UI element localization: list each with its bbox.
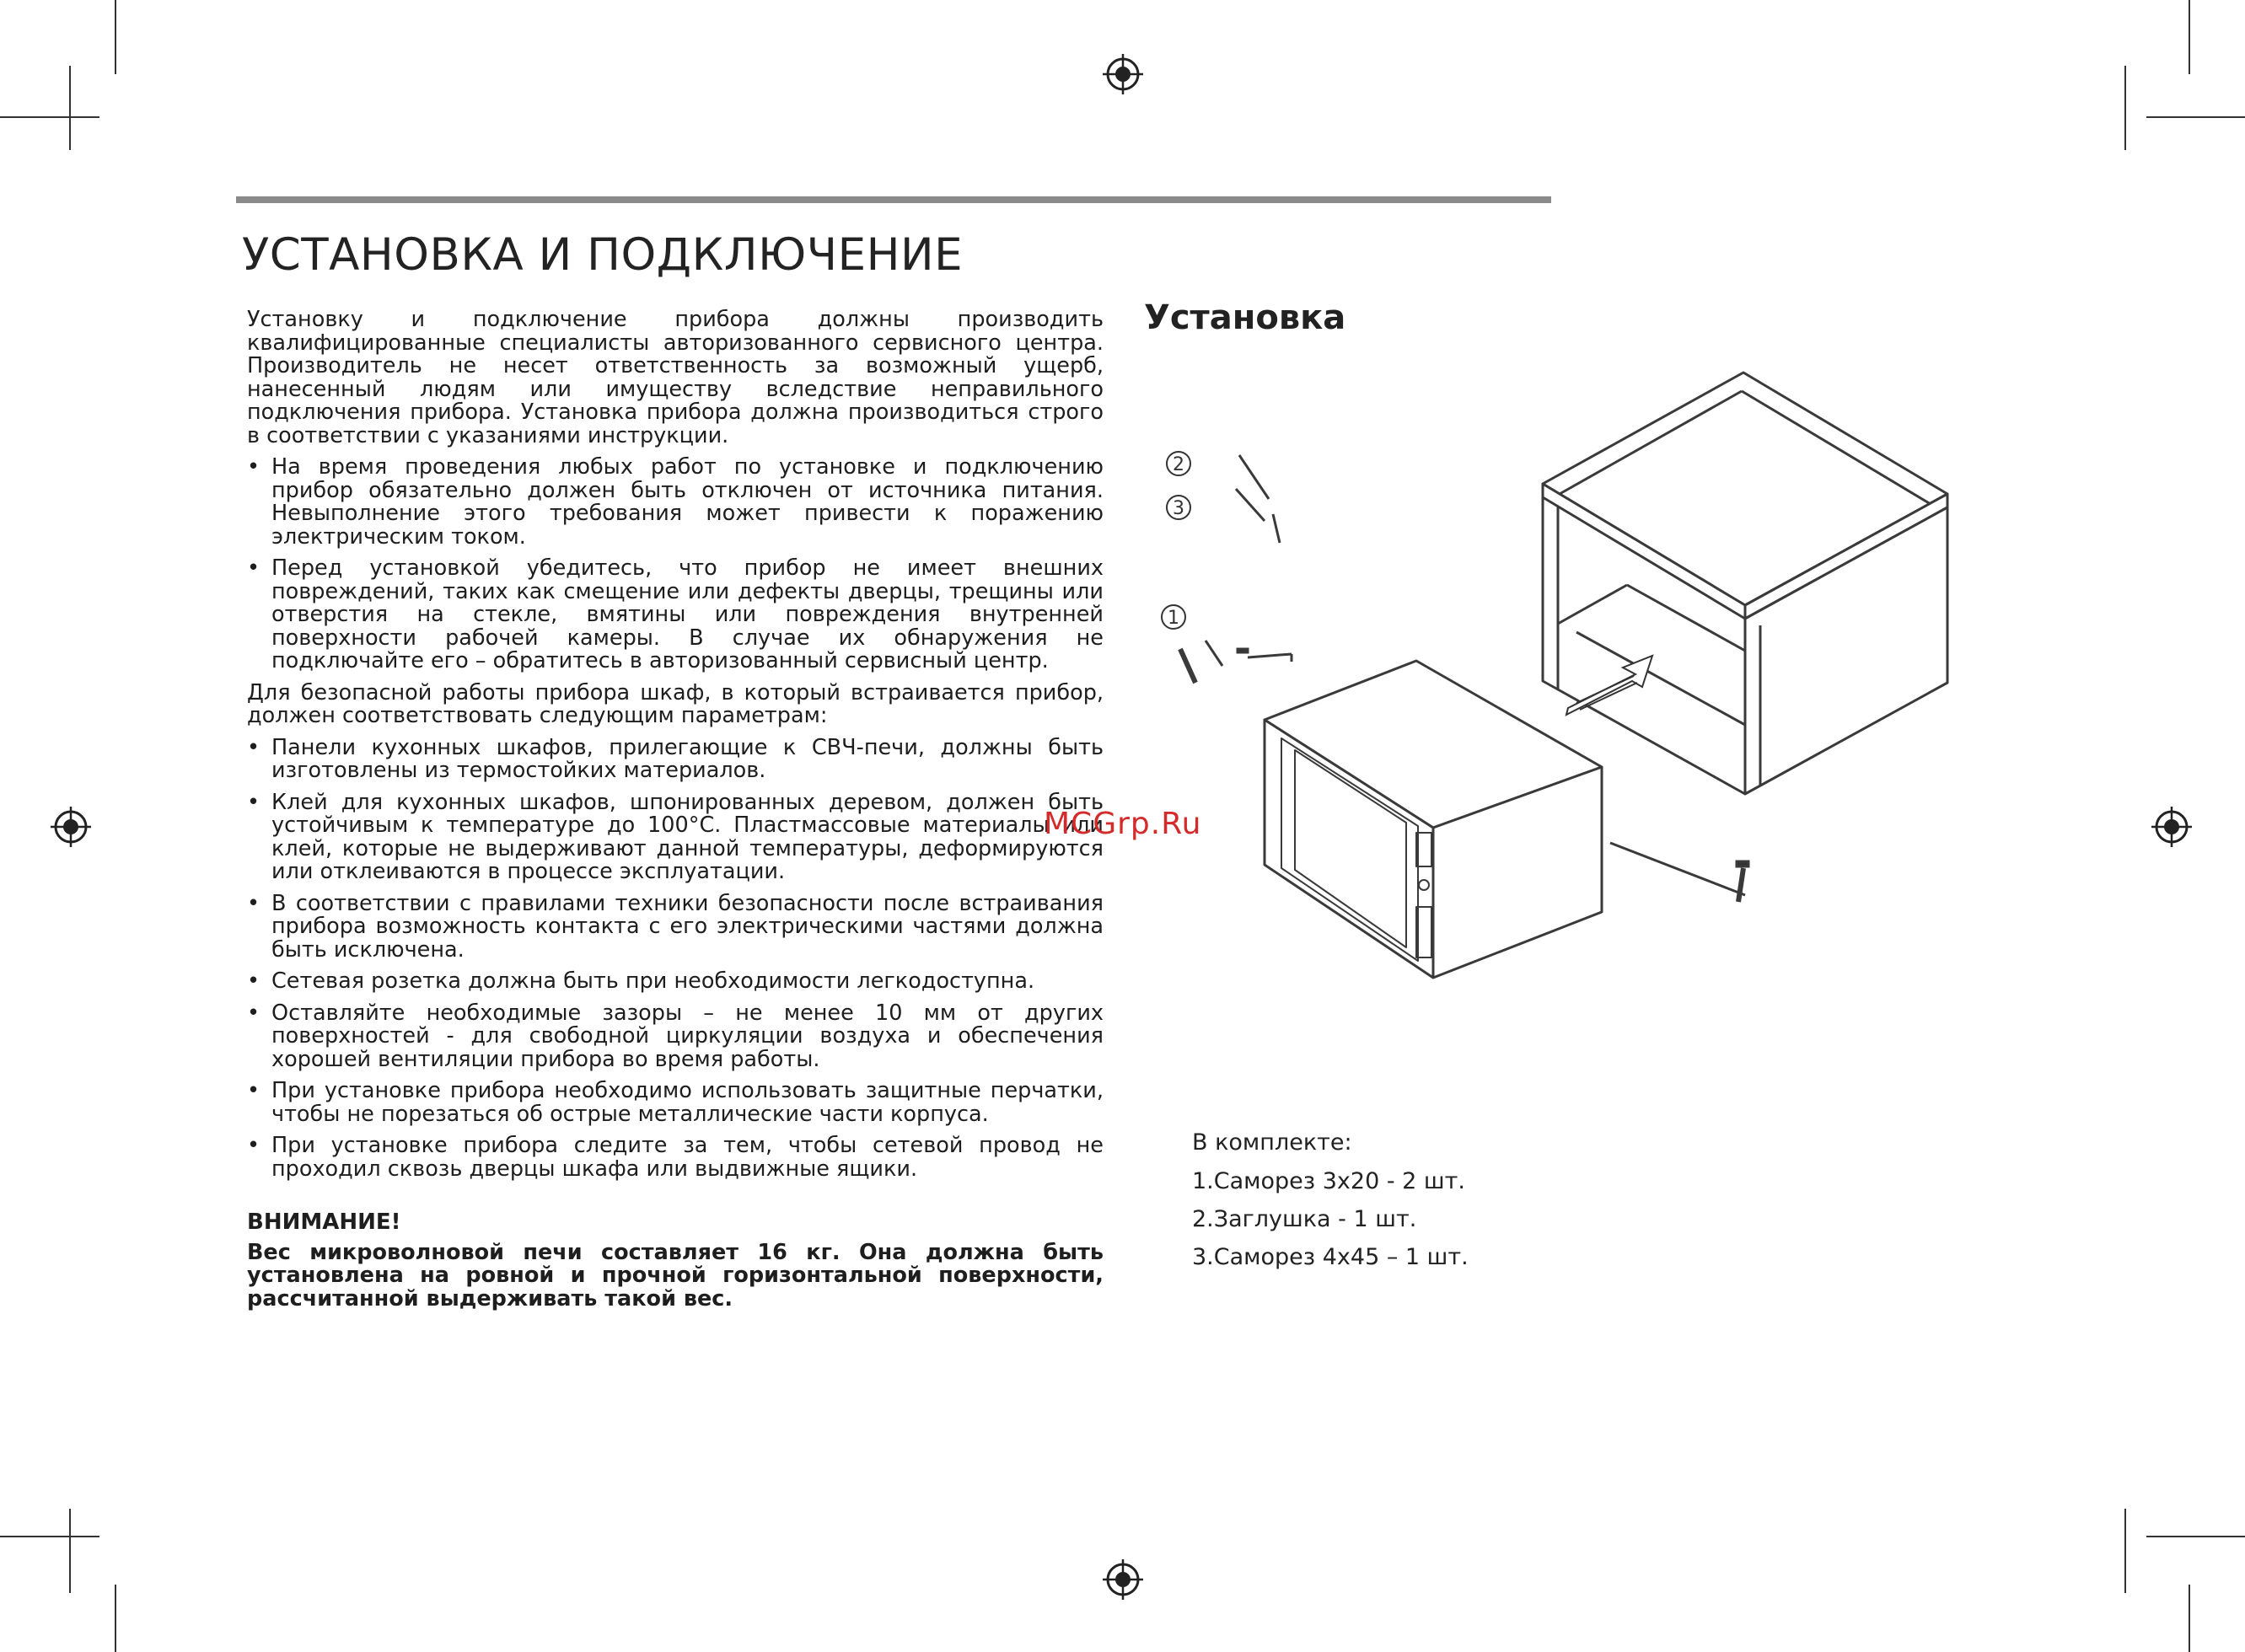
crop-mark — [2146, 1536, 2245, 1537]
cabinet-requirements-list — [247, 734, 1104, 1182]
list-item: • Перед установкой убедитесь, что прибор не имеет внешних повреждений, таких как смещение или дефекты дверцы, трещины или отверстия на стекле, вмятины или повреждения внутренней поверхности рабочей камеры. В случае их обнаружения не подключайте его – обратитесь в авторизованный сервисный центр. — [247, 557, 1104, 673]
list-item: • На время проведения любых работ по установке и подключению прибор обязательно должен быть отключен от источника питания. Невыполнение этого требования может привести к поражению электрическим током. — [247, 456, 1104, 549]
list-item: • При установке прибора следите за тем, чтобы сетевой провод не проходил сквозь дверцы шкафа или выдвижные ящики. — [247, 1134, 1104, 1181]
crop-mark — [69, 1509, 71, 1593]
kit-contents — [1192, 1129, 1469, 1282]
registration-mark-icon — [2151, 807, 2192, 847]
instructions-column — [247, 308, 1104, 1311]
kit-title: В комплекте: — [1192, 1129, 1352, 1156]
arrow-icon — [1566, 656, 1652, 715]
crop-mark — [2146, 116, 2245, 118]
list-item: • Клей для кухонных шкафов, шпонированных деревом, должен быть устойчивым к температуре до 100°С. Пластмассовые материалы или клей, которые не выдерживают данной температуры, деформируются или отклеиваются в процессе эксплуатации. — [247, 791, 1104, 884]
callout-1: 1 — [1168, 608, 1179, 629]
list-item: • В соответствии с правилами техники безопасности после встраивания прибора возможность контакта с его электрическими частями должна быть исключена. — [247, 893, 1104, 963]
section-rule — [236, 196, 1551, 203]
crop-mark — [0, 116, 99, 118]
callout-labels — [1162, 452, 1190, 629]
registration-mark-icon — [1103, 54, 1143, 94]
safety-list — [247, 456, 1104, 673]
crop-mark — [115, 0, 116, 74]
crop-mark — [2124, 1509, 2126, 1593]
cabinet-intro: Для безопасной работы прибора шкаф, в который встраивается прибор, должен соответствовать следующим параметрам: — [247, 679, 1104, 728]
intro-paragraph: Установку и подключение прибора должны производить квалифицированные специалисты авторизованного сервисного центра. Производитель не несет ответственность за возможный ущерб, нанесенный людям или имуществу вследствие неправильного подключения прибора. Установка прибора должна производиться строго в соответствии с указаниями инструкции. — [247, 307, 1104, 448]
watermark: MCGrp.Ru — [1044, 807, 1202, 841]
registration-mark-icon — [51, 807, 91, 847]
list-item: 1.Саморез 3х20 - 2 шт. — [1192, 1168, 1465, 1194]
crop-mark — [2189, 0, 2190, 74]
list-item: 2.Заглушка - 1 шт. — [1192, 1206, 1417, 1232]
callout-3: 3 — [1173, 498, 1184, 519]
crop-mark — [115, 1585, 116, 1652]
callout-2: 2 — [1173, 454, 1184, 475]
page-title: УСТАНОВКА И ПОДКЛЮЧЕНИЕ — [242, 229, 964, 281]
list-item: 3.Саморез 4х45 – 1 шт. — [1192, 1244, 1469, 1270]
installation-heading: Установка — [1144, 298, 1346, 337]
installation-diagram — [1138, 354, 1964, 1011]
registration-mark-icon — [1103, 1559, 1143, 1600]
warning-text: Вес микроволновой печи составляет 16 кг. Она должна быть установлена на ровной и прочной горизонтальной поверхности, рассчитанной выдерживать такой вес. — [247, 1239, 1104, 1311]
crop-mark — [0, 1536, 99, 1537]
microwave-drawing — [1265, 661, 1602, 978]
list-item: • Оставляйте необходимые зазоры – не менее 10 мм от других поверхностей - для свободной циркуляции воздуха и обеспечения хорошей вентиляции прибора во время работы. — [247, 1002, 1104, 1072]
kit-list — [1192, 1168, 1469, 1270]
list-item: • При установке прибора необходимо использовать защитные перчатки, чтобы не порезаться об острые металлические части корпуса. — [247, 1080, 1104, 1126]
cabinet-drawing — [1543, 373, 1947, 794]
warning-title: ВНИМАНИЕ! — [247, 1210, 401, 1235]
crop-mark — [2189, 1585, 2190, 1652]
crop-mark — [2124, 66, 2126, 150]
crop-mark — [69, 66, 71, 150]
list-item: • Панели кухонных шкафов, прилегающие к СВЧ-печи, должны быть изготовлены из термостойких материалов. — [247, 737, 1104, 783]
list-item: • Сетевая розетка должна быть при необходимости легкодоступна. — [247, 970, 1104, 994]
